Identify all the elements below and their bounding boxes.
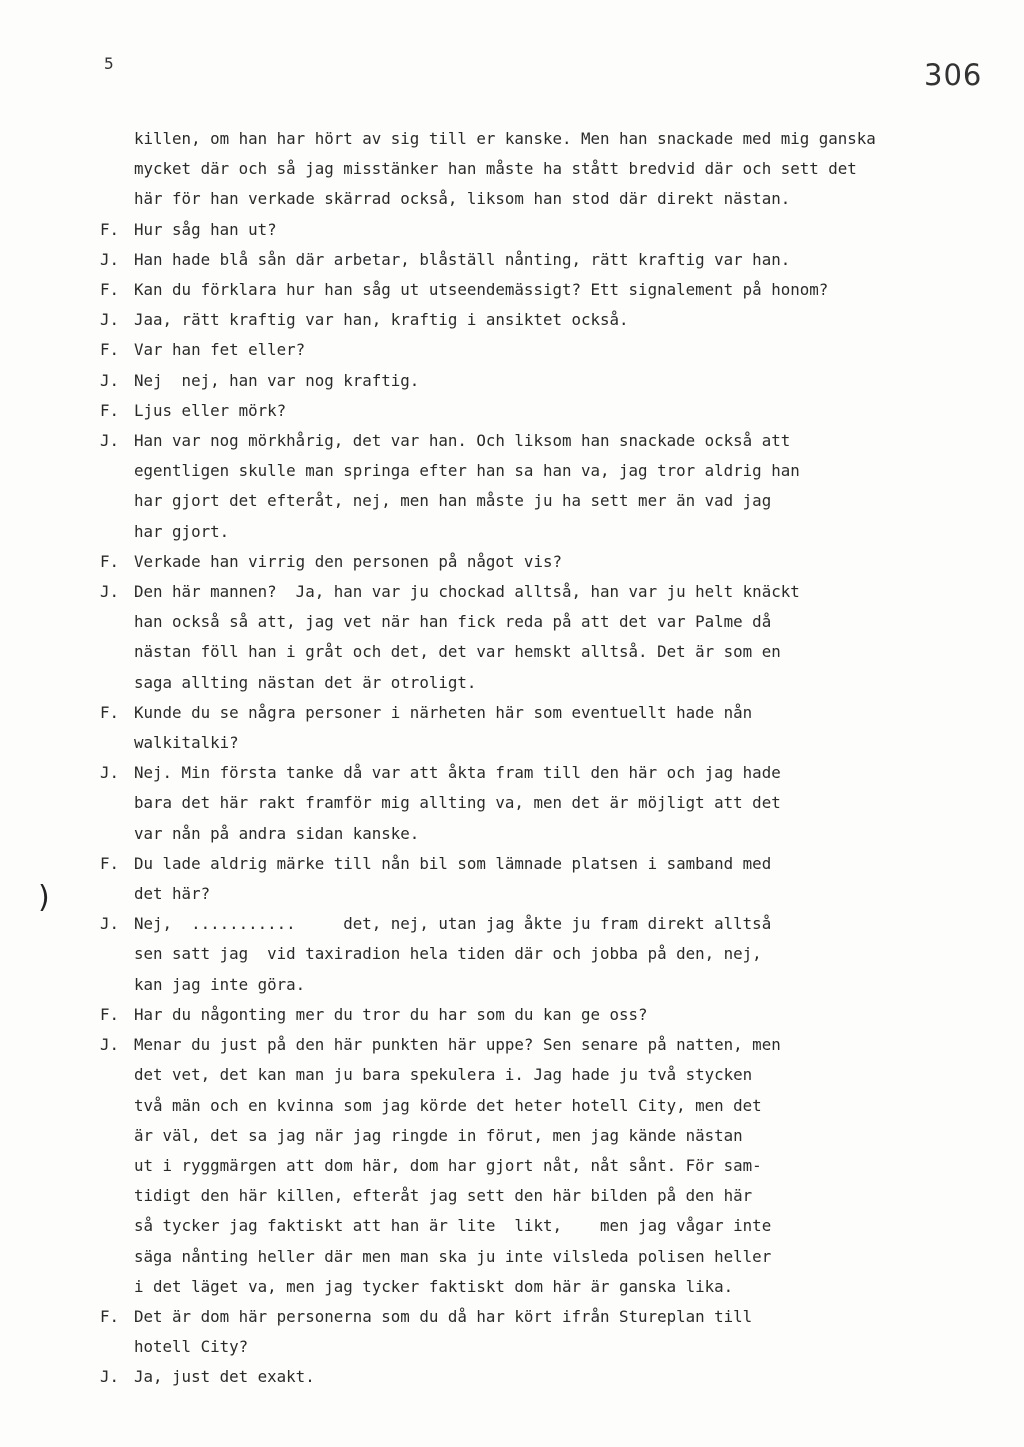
entry-text	[134, 335, 980, 365]
transcript-entry	[100, 547, 980, 577]
transcript-entry	[100, 909, 980, 1000]
text-line: saga allting nästan det är otroligt.	[134, 672, 477, 692]
text-line: det vet, det kan man ju bara spekulera i. Jag hade ju två stycken	[134, 1065, 753, 1085]
text-line: Nej, ........... det, nej, utan jag åkte ju fram direkt alltså	[134, 914, 772, 934]
text-line: ut i ryggmärgen att dom här, dom har gjort nåt, nåt sånt. För sam-	[134, 1155, 762, 1175]
entry-text	[134, 426, 980, 547]
speaker-label: F.	[100, 340, 120, 360]
entry-text	[134, 124, 980, 215]
transcript-entry	[100, 1000, 980, 1030]
entry-text	[134, 275, 980, 305]
speaker-label: F.	[100, 853, 120, 873]
speaker-label: J.	[100, 763, 120, 783]
interview-transcript	[100, 124, 980, 1393]
text-line: var nån på andra sidan kanske.	[134, 823, 420, 843]
text-line: Nej nej, han var nog kraftig.	[134, 370, 420, 390]
transcript-entry	[100, 366, 980, 396]
text-line: Kan du förklara hur han såg ut utseendemässigt? Ett signalement på honom?	[134, 280, 829, 300]
speaker-label: F.	[100, 1004, 120, 1024]
transcript-entry	[100, 698, 980, 758]
entry-text	[134, 396, 980, 426]
page-number-typed: 5	[104, 54, 114, 73]
speaker-label: J.	[100, 310, 120, 330]
page-number-handwritten: 306	[924, 58, 983, 92]
text-line: sen satt jag vid taxiradion hela tiden där och jobba på den, nej,	[134, 944, 762, 964]
text-line: hotell City?	[134, 1337, 249, 1357]
text-line: så tycker jag faktiskt att han är lite likt, men jag vågar inte	[134, 1216, 772, 1236]
text-line: i det läget va, men jag tycker faktiskt dom här är ganska lika.	[134, 1276, 734, 1296]
transcript-entry	[100, 275, 980, 305]
transcript-entry	[100, 1362, 980, 1392]
transcript-entry	[100, 849, 980, 909]
entry-text	[134, 909, 980, 1000]
entry-text	[134, 366, 980, 396]
text-line: Den här mannen? Ja, han var ju chockad alltså, han var ju helt knäckt	[134, 582, 800, 602]
text-line: killen, om han har hört av sig till er kanske. Men han snackade med mig ganska	[134, 129, 876, 148]
text-line: Jaa, rätt kraftig var han, kraftig i ansiktet också.	[134, 310, 629, 330]
text-line: nästan föll han i gråt och det, det var hemskt alltså. Det är som en	[134, 642, 781, 662]
text-line: han också så att, jag vet när han fick reda på att det var Palme då	[134, 612, 772, 632]
entry-text	[134, 758, 980, 849]
text-line: Han hade blå sån där arbetar, blåställ nånting, rätt kraftig var han.	[134, 249, 791, 269]
entry-text	[134, 245, 980, 275]
text-line: här för han verkade skärrad också, liksom han stod där direkt nästan.	[134, 189, 791, 209]
text-line: Han var nog mörkhårig, det var han. Och liksom han snackade också att	[134, 431, 791, 451]
text-line: egentligen skulle man springa efter han sa han va, jag tror aldrig han	[134, 461, 800, 481]
text-line: Var han fet eller?	[134, 340, 306, 360]
text-line: Ljus eller mörk?	[134, 400, 287, 420]
entry-text	[134, 577, 980, 698]
text-line: det här?	[134, 884, 211, 904]
text-line: mycket där och så jag misstänker han måste ha stått bredvid där och sett det	[134, 159, 857, 179]
speaker-label: J.	[100, 914, 120, 934]
transcript-entry	[100, 305, 980, 335]
text-line: Nej. Min första tanke då var att åkta fram till den här och jag hade	[134, 763, 781, 783]
speaker-label: J.	[100, 1367, 120, 1387]
transcript-entry	[100, 758, 980, 849]
text-line: Verkade han virrig den personen på något vis?	[134, 551, 562, 571]
entry-text	[134, 305, 980, 335]
text-line: walkitalki?	[134, 733, 239, 753]
transcript-entry	[100, 426, 980, 547]
speaker-label: F.	[100, 280, 120, 300]
transcript-entry	[100, 335, 980, 365]
text-line: Det är dom här personerna som du då har kört ifrån Stureplan till	[134, 1306, 753, 1326]
text-line: Du lade aldrig märke till nån bil som lämnade platsen i samband med	[134, 853, 772, 873]
speaker-label: J.	[100, 249, 120, 269]
entry-text	[134, 849, 980, 909]
entry-text	[134, 1302, 980, 1362]
transcript-entry	[100, 245, 980, 275]
speaker-label: J.	[100, 1035, 120, 1055]
transcript-entry	[100, 396, 980, 426]
speaker-label: J.	[100, 582, 120, 602]
speaker-label: F.	[100, 1306, 120, 1326]
transcript-entry	[100, 577, 980, 698]
transcript-entry	[100, 124, 980, 215]
entry-text	[134, 1030, 980, 1302]
text-line: två män och en kvinna som jag körde det heter hotell City, men det	[134, 1095, 762, 1115]
speaker-label: F.	[100, 551, 120, 571]
text-line: Menar du just på den här punkten här uppe? Sen senare på natten, men	[134, 1035, 781, 1055]
entry-text	[134, 1362, 980, 1392]
text-line: Ja, just det exakt.	[134, 1367, 315, 1387]
speaker-label: J.	[100, 431, 120, 451]
speaker-label: F.	[100, 400, 120, 420]
margin-mark: )	[38, 880, 50, 915]
speaker-label: F.	[100, 702, 120, 722]
transcript-entry	[100, 1030, 980, 1302]
transcript-entry	[100, 1302, 980, 1362]
transcript-entry	[100, 215, 980, 245]
speaker-label: F.	[100, 219, 120, 239]
entry-text	[134, 698, 980, 758]
speaker-label: J.	[100, 370, 120, 390]
text-line: Har du någonting mer du tror du har som du kan ge oss?	[134, 1004, 648, 1024]
text-line: bara det här rakt framför mig allting va, men det är möjligt att det	[134, 793, 781, 813]
entry-text	[134, 215, 980, 245]
text-line: säga nånting heller där men man ska ju inte vilsleda polisen heller	[134, 1246, 772, 1266]
text-line: är väl, det sa jag när jag ringde in förut, men jag kände nästan	[134, 1125, 743, 1145]
text-line: Kunde du se några personer i närheten här som eventuellt hade nån	[134, 702, 753, 722]
text-line: har gjort.	[134, 521, 230, 541]
entry-text	[134, 1000, 980, 1030]
entry-text	[134, 547, 980, 577]
text-line: tidigt den här killen, efteråt jag sett den här bilden på den här	[134, 1186, 753, 1206]
text-line: Hur såg han ut?	[134, 219, 277, 239]
text-line: kan jag inte göra.	[134, 974, 306, 994]
text-line: har gjort det efteråt, nej, men han måste ju ha sett mer än vad jag	[134, 491, 772, 511]
